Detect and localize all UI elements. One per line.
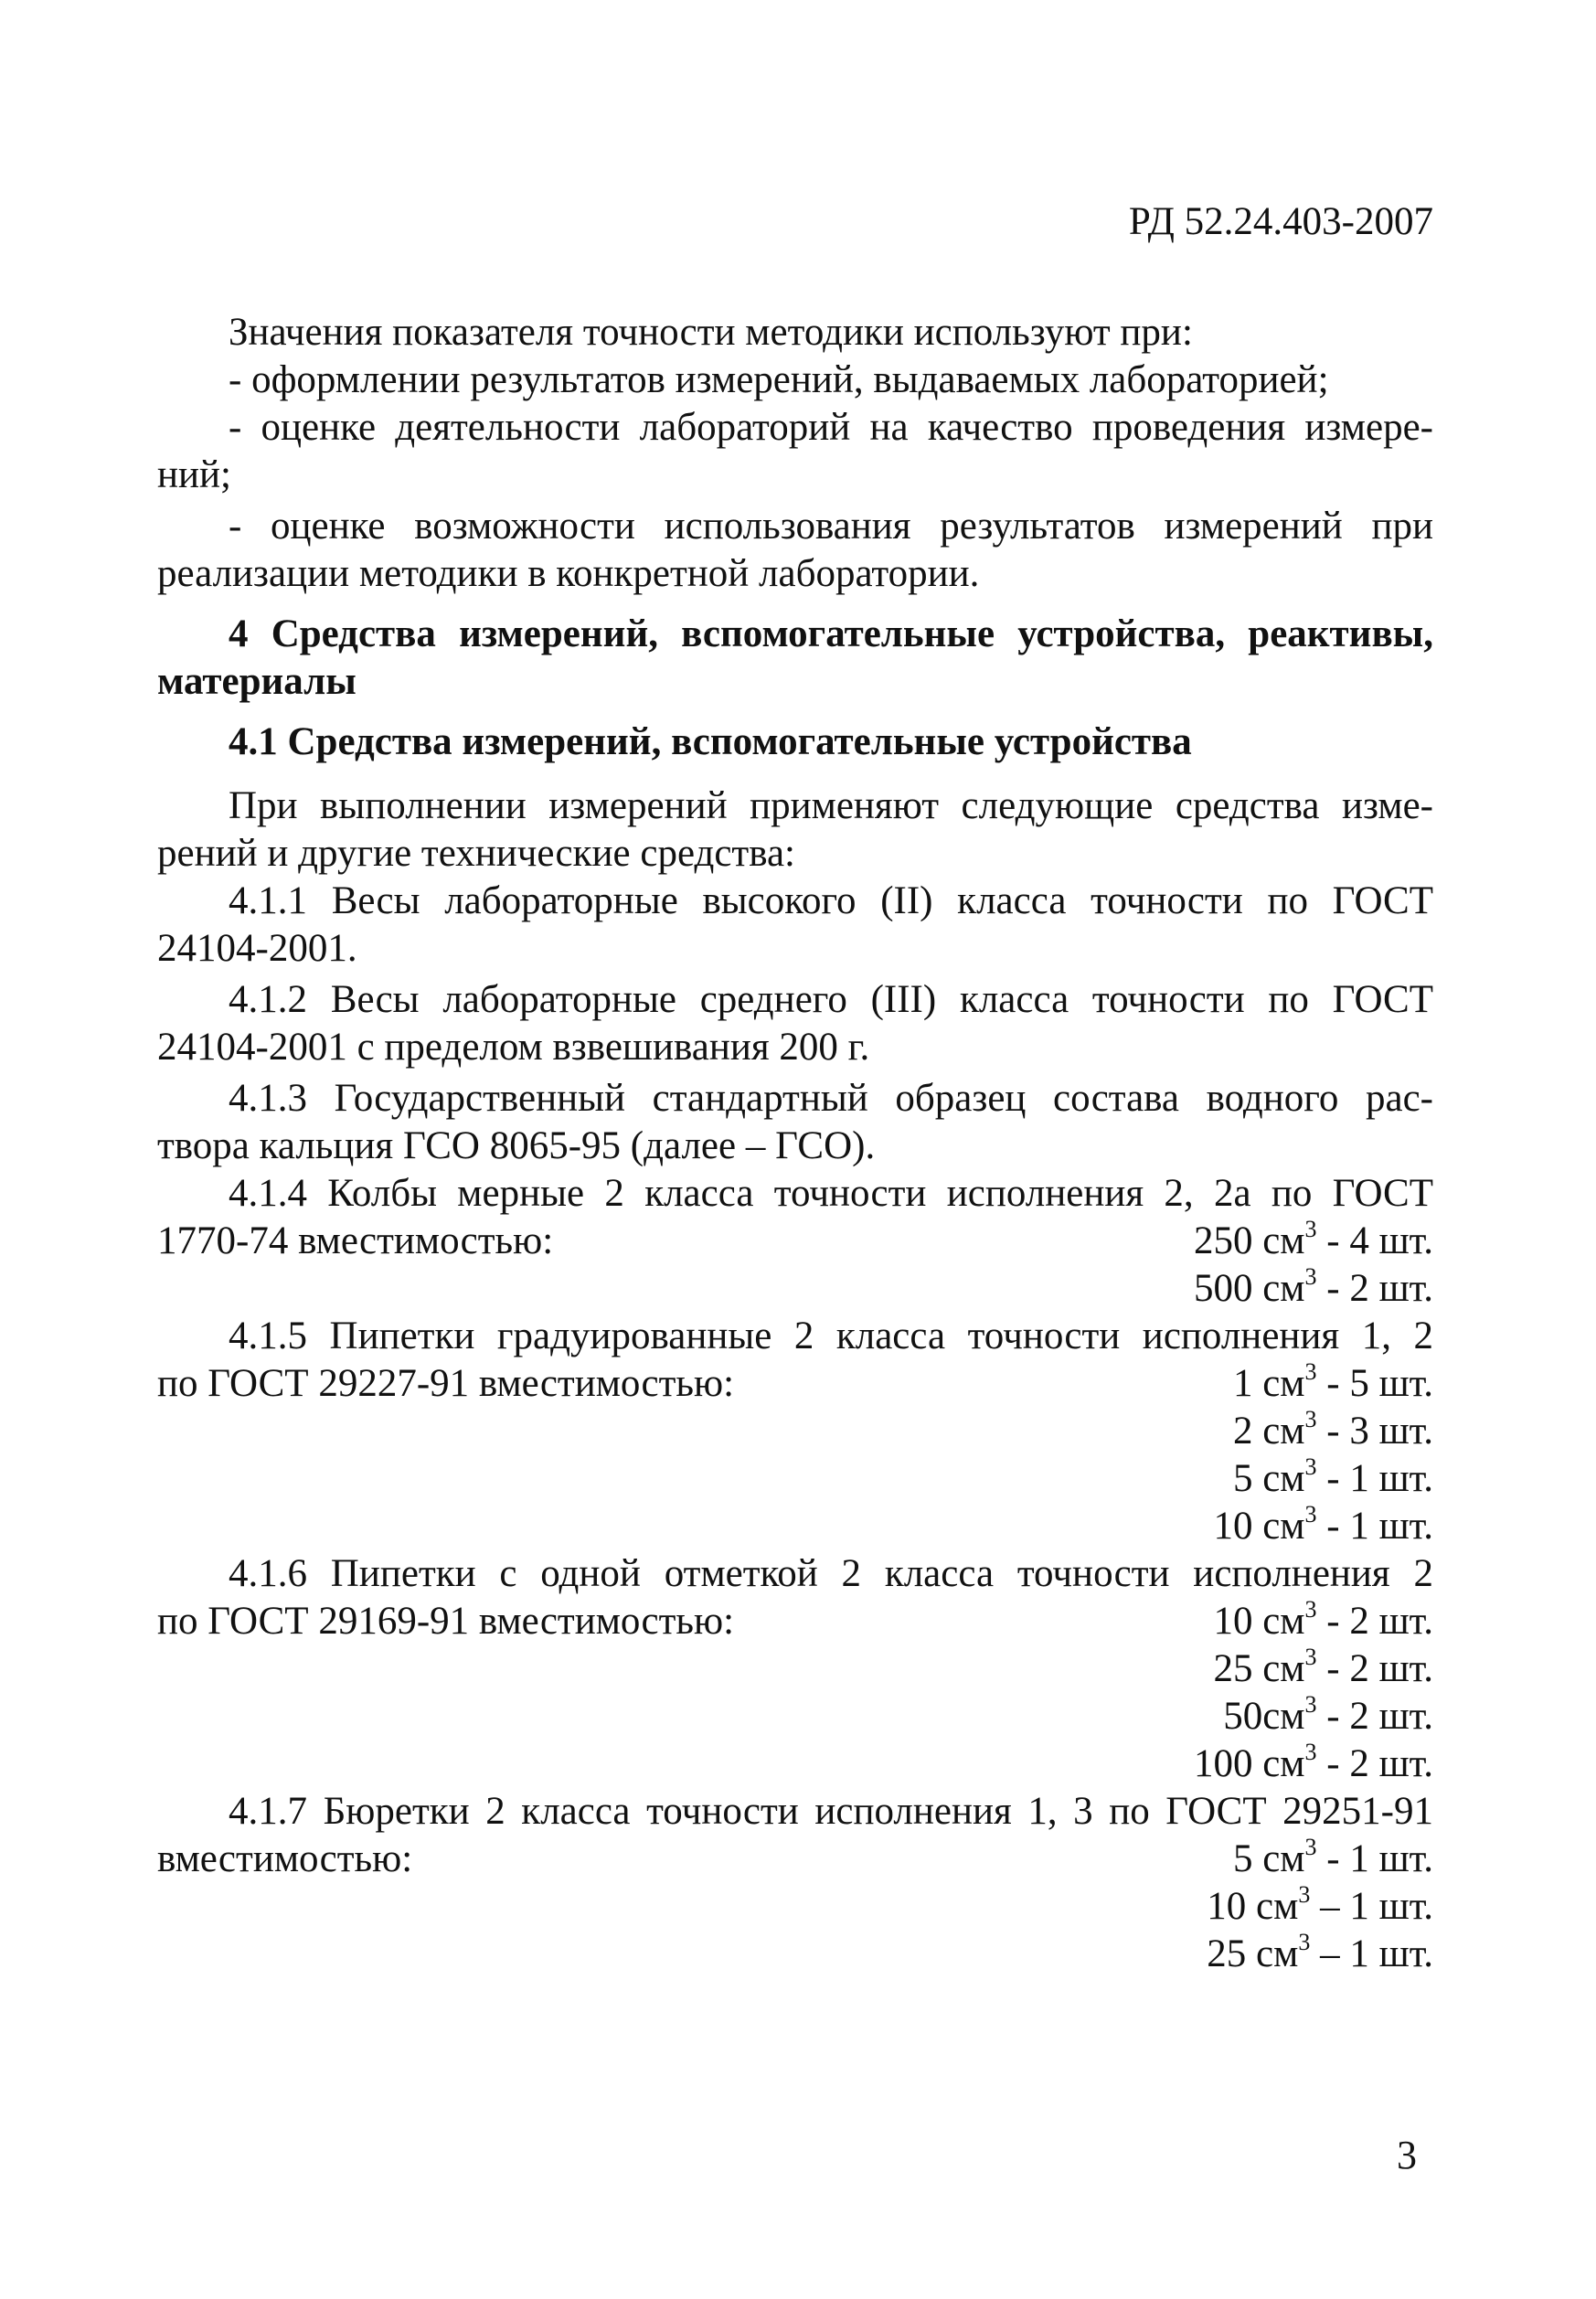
intro-bullet-3-line-1: - оценке возможности использования результатов измерений при [229, 505, 1433, 548]
item-4-1-3-line-2: твора кальция ГСО 8065-95 (далее – ГСО). [157, 1124, 876, 1167]
item-4-1-4-qty-1: 250 $см^3 - 4$ шт. [1193, 1216, 1433, 1262]
item-4-1-4-capacity-label: 1770-74 вместимостью: [157, 1219, 554, 1262]
item-4-1-5-qty-3: 5 $см^3 - 1$ шт. [1232, 1453, 1433, 1500]
item-4-1-5-line-1: 4.1.5 Пипетки градуированные 2 класса точности исполнения 1, 2 [229, 1314, 1433, 1357]
item-4-1-7-qty-2: 10 $см^3 - 1$ шт. [1207, 1881, 1433, 1928]
item-4-1-5-qty-4: 10 $см^3 - 1$ шт. [1213, 1501, 1433, 1548]
intro-bullet-1: - оформлении результатов измерений, выдаваемых лабораторией; [229, 358, 1329, 401]
item-4-1-6-line-2 [157, 1598, 1433, 1645]
item-4-1-4-line-1: 4.1.4 Колбы мерные 2 класса точности исполнения 2, 2а по ГОСТ [229, 1172, 1433, 1215]
document-number: РД 52.24.403-2007 [1128, 200, 1433, 243]
item-4-1-6-qty-4: 100 $см^3 - 2$ шт. [1193, 1739, 1433, 1785]
item-4-1-6-qty-3: $50см^3 - 2$ шт. [1223, 1691, 1433, 1738]
intro-bullet-3-line-2: реализации методики в конкретной лаборатории. [157, 552, 980, 595]
item-4-1-5-qty-2: 2 $см^3 - 3$ шт. [1232, 1406, 1433, 1453]
section-4-1-intro-line-1: При выполнении измерений применяют следующие средства изме- [229, 784, 1433, 827]
section-4-heading-line-2: материалы [157, 660, 356, 703]
item-4-1-5-line-2 [157, 1360, 1433, 1408]
item-4-1-5-qty-1: 1 $см^3 - 5$ шт. [1232, 1358, 1433, 1405]
item-4-1-5-capacity-label: по ГОСТ 29227-91 вместимостью: [157, 1362, 735, 1405]
item-4-1-6-capacity-label: по ГОСТ 29169-91 вместимостью: [157, 1600, 735, 1643]
item-4-1-3-line-1: 4.1.3 Государственный стандартный образец состава водного рас- [229, 1077, 1433, 1120]
item-4-1-2-line-1: 4.1.2 Весы лабораторные среднего (III) класса точности по ГОСТ [229, 978, 1433, 1021]
intro-bullet-2-line-1: - оценке деятельности лабораторий на качество проведения измере- [229, 406, 1433, 449]
item-4-1-6-qty-1: 10 $см^3 - 2$ шт. [1213, 1596, 1433, 1643]
intro-lead: Значения показателя точности методики используют при: [229, 311, 1193, 354]
item-4-1-7-qty-1: 5 $см^3 - 1$ шт. [1232, 1834, 1433, 1880]
item-4-1-7-line-2 [157, 1836, 1433, 1883]
section-4-1-intro-line-2: рений и другие технические средства: [157, 832, 795, 875]
section-4-heading-line-1: 4 Средства измерений, вспомогательные устройства, реактивы, [229, 612, 1433, 655]
item-4-1-1-line-2: 24104-2001. [157, 927, 357, 970]
item-4-1-1-line-1: 4.1.1 Весы лабораторные высокого (II) класса точности по ГОСТ [229, 879, 1433, 922]
item-4-1-4-line-2 [157, 1218, 1433, 1265]
page-number: 3 [1397, 2133, 1417, 2177]
section-4-1-heading: 4.1 Средства измерений, вспомогательные устройства [229, 720, 1192, 763]
item-4-1-7-line-1: 4.1.7 Бюретки 2 класса точности исполнения 1, 3 по ГОСТ 29251-91 [229, 1790, 1433, 1833]
item-4-1-4-qty-2: 500 $см^3 - 2$ шт. [1193, 1263, 1433, 1310]
item-4-1-2-line-2: 24104-2001 с пределом взвешивания 200 г. [157, 1026, 870, 1069]
item-4-1-7-capacity-label: вместимостью: [157, 1837, 413, 1880]
item-4-1-6-line-1: 4.1.6 Пипетки с одной отметкой 2 класса точности исполнения 2 [229, 1552, 1433, 1595]
item-4-1-6-qty-2: 25 $см^3 - 2$ шт. [1213, 1644, 1433, 1690]
item-4-1-7-qty-3: 25 $см^3 - 1$ шт. [1207, 1929, 1433, 1975]
intro-bullet-2-line-2: ний; [157, 453, 231, 496]
